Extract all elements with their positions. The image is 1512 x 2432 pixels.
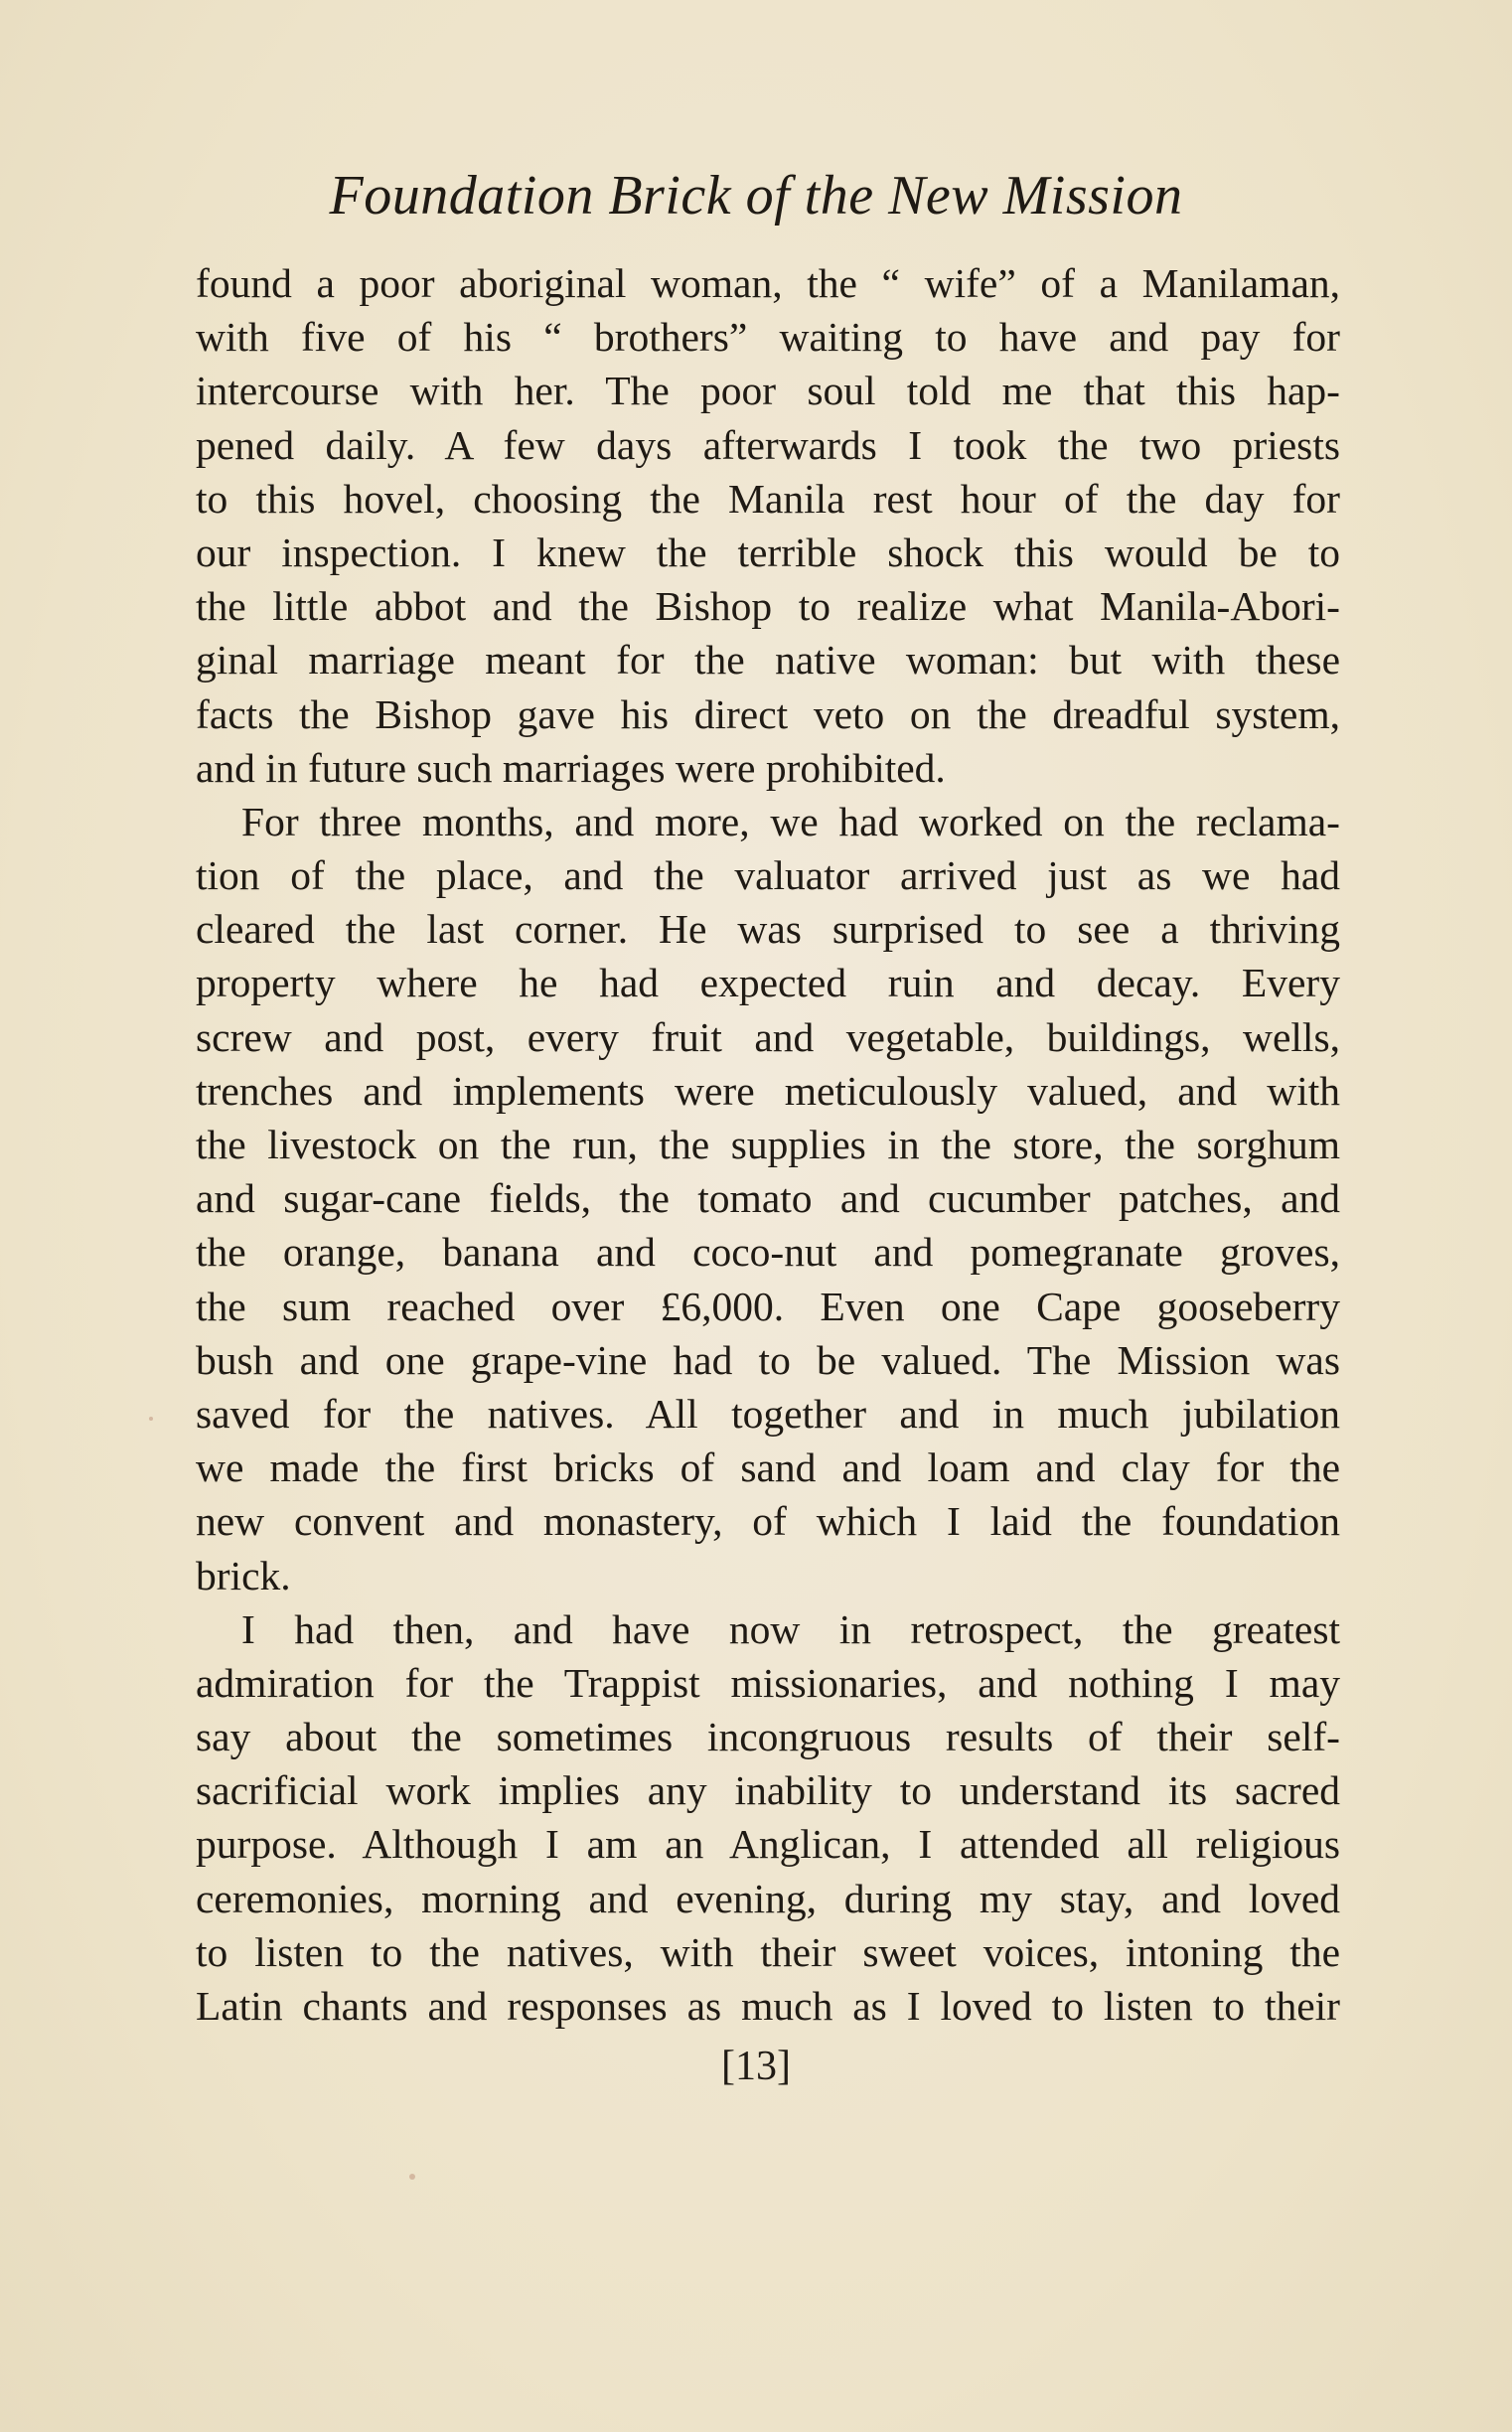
text-line: the orange, banana and coco-nut and pomegranate groves, bbox=[196, 1229, 1340, 1276]
text-line: pened daily. A few days afterwards I took the two priests bbox=[196, 421, 1340, 468]
text-line: facts the Bishop gave his direct veto on the dreadful system, bbox=[196, 690, 1340, 737]
text-line: and in future such marriages were prohibited. bbox=[196, 744, 946, 791]
text-line: trenches and implements were meticulously valued, and with bbox=[196, 1067, 1340, 1114]
text-line: our inspection. I knew the terrible shock this would be to bbox=[196, 529, 1340, 575]
text-line: with five of his “ brothers” waiting to have and pay for bbox=[196, 314, 1340, 361]
text-line: the sum reached over £6,000. Even one Cape gooseberry bbox=[196, 1283, 1340, 1329]
text-line: new convent and monastery, of which I laid the foundation bbox=[196, 1498, 1340, 1545]
text-line: to this hovel, choosing the Manila rest hour of the day for bbox=[196, 475, 1340, 522]
text-line: Latin chants and responses as much as I loved to listen to their bbox=[196, 1983, 1340, 2029]
running-head: Foundation Brick of the New Mission bbox=[329, 165, 1183, 227]
text-line: say about the sometimes incongruous results of their self- bbox=[196, 1714, 1340, 1760]
text-line: screw and post, every fruit and vegetable, buildings, wells, bbox=[196, 1013, 1340, 1060]
text-line: purpose. Although I am an Anglican, I attended all religious bbox=[196, 1821, 1340, 1868]
text-line: admiration for the Trappist missionaries, and nothing I may bbox=[196, 1659, 1340, 1706]
text-line: I had then, and have now in retrospect, the greatest bbox=[241, 1605, 1340, 1652]
text-line: bush and one grape-vine had to be valued. The Mission was bbox=[196, 1336, 1340, 1383]
text-line: brick. bbox=[196, 1552, 291, 1598]
text-line: For three months, and more, we had worked on the reclama- bbox=[241, 798, 1340, 844]
text-line: ceremonies, morning and evening, during my stay, and loved bbox=[196, 1875, 1340, 1921]
paper-speck bbox=[409, 2174, 415, 2180]
text-line: intercourse with her. The poor soul told me that this hap- bbox=[196, 368, 1340, 414]
text-line: sacrificial work implies any inability to understand its sacred bbox=[196, 1767, 1340, 1814]
text-line: property where he had expected ruin and decay. Every bbox=[196, 960, 1340, 1006]
text-line: the little abbot and the Bishop to realize what Manila-Abori- bbox=[196, 583, 1340, 630]
body-text bbox=[196, 256, 1340, 2033]
text-line: tion of the place, and the valuator arrived just as we had bbox=[196, 852, 1340, 899]
text-line: to listen to the natives, with their sweet voices, intoning the bbox=[196, 1928, 1340, 1975]
text-line: and sugar-cane fields, the tomato and cucumber patches, and bbox=[196, 1175, 1340, 1222]
text-line: ginal marriage meant for the native woman: but with these bbox=[196, 637, 1340, 684]
text-line: the livestock on the run, the supplies in the store, the sorghum bbox=[196, 1122, 1340, 1167]
text-line: we made the first bricks of sand and loam and clay for the bbox=[196, 1444, 1340, 1491]
text-line: found a poor aboriginal woman, the “ wife” of a Manilaman, bbox=[196, 260, 1340, 306]
text-line: saved for the natives. All together and in much jubilation bbox=[196, 1390, 1340, 1437]
page-number: [13] bbox=[721, 2044, 791, 2089]
text-line: cleared the last corner. He was surprised to see a thriving bbox=[196, 906, 1340, 953]
paper-speck bbox=[149, 1417, 153, 1421]
